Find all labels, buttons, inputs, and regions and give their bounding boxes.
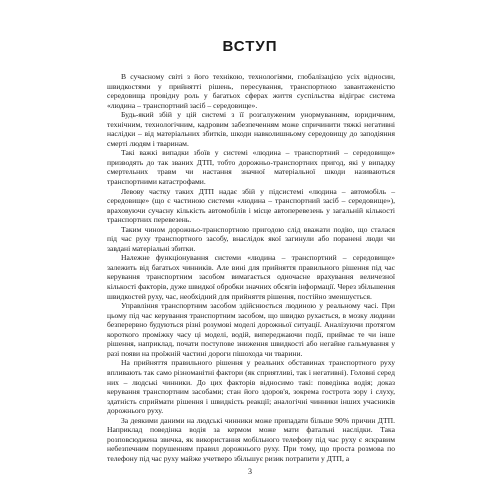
body-text — [107, 72, 395, 463]
paragraph: Такі важкі випадки збоїв у системі «людина – транспортний – середовище» призводять до так званих ДТП, тобто дорожньо-транспортних пригод, які у випадку смертельних травм чи настання значної матеріальної шкоди називаються транспортними катастрофами. — [107, 148, 395, 187]
paragraph: За деякими даними на людські чинники може припадати більше 90% причин ДТП. Наприклад поведінка водія за кермом може мати фатальні наслідки. Така розповсюджена звичка, як використання мобільного телефону під час руху є яскравим небезпечним порушенням правил дорожнього руху. При тому, що проста розмова по телефону під час руху майже учетверо збільшує ризик потрапити у ДТП, а — [107, 415, 395, 463]
paragraph: Будь-який збій у цій системі з її розгалуженим унормуванням, юридичним, технічним, технологічним, кадровим забезпеченням може спричинити тяжкі негативні наслідки – від матеріальних збитків, шкоди навколишньому середовищу до заподіяння смерті людям і тваринам. — [107, 110, 395, 148]
paragraph: Левову частку таких ДТП надає збій у підсистемі «людина – автомобіль – середовище» (що є частиною системи «людина – транспортний засіб – середовище»), враховуючи сучасну кількість автомобілів і місце автоперевезень у загальній кількості транспортних перевезень. — [107, 186, 395, 225]
paragraph: На прийняття правильного рішення у реальних обставинах транспортного руху впливають так само різноманітні фактори (як сприятливі, так і негативні). Головні серед них – людські чинники. До цих факторів відносимо такі: поведінка водія; доказ керування транспортним засобами; стан його здоров'я, зокрема гострота зору і слуху, здатність сприймати рішення і швидкість реакції; аналогічні чинники інших учасників дорожнього руху. — [107, 358, 395, 416]
page-title: ВСТУП — [222, 38, 278, 55]
page-number: 3 — [248, 467, 252, 476]
paragraph: Належне функціонування системи «людина – транспортний – середовище» залежить від багатьох чинників. Але вині для прийняття правильного рішення під час керування транспортним засобом вимагається одночасне врахування величезної кількості факторів, дуже швидкої обробки значних обсягів інформації. Через збільшення швидкостей руху, час, необхідний для прийняття рішення, постійно зменшується. — [107, 253, 395, 301]
paragraph: В сучасному світі з його технікою, технологіями, глобалізацією усіх відносин, швидкостями у прийнятті рішень, пересування, транспортною завантаженістю середовища провідну роль у багатьох сферах життя суспільства відіграє система «людина – транспортний засіб – середовище». — [107, 72, 395, 110]
paragraph: Таким чином дорожньо-транспортною пригодою слід вважати подію, що сталася під час руху транспортного засобу, внаслідок якої загинули або поранені люди чи завдані матеріальні збитки. — [107, 224, 395, 253]
paragraph: Управління транспортним засобом здійснюється людиною у реальному часі. При цьому під час керування транспортним засобом, що швидко рухається, в мозку людини безперервно будуються різні розумові моделі дорожньої ситуації. Аналізуючи протягом короткого проміжку часу ці моделі, водій, випереджаючи події, приймає те чи інше рішення, наприклад, почати поступове зниження швидкості або негайне гальмування у разі появи на проїжній частині дороги пішохода чи тварини. — [107, 301, 395, 358]
